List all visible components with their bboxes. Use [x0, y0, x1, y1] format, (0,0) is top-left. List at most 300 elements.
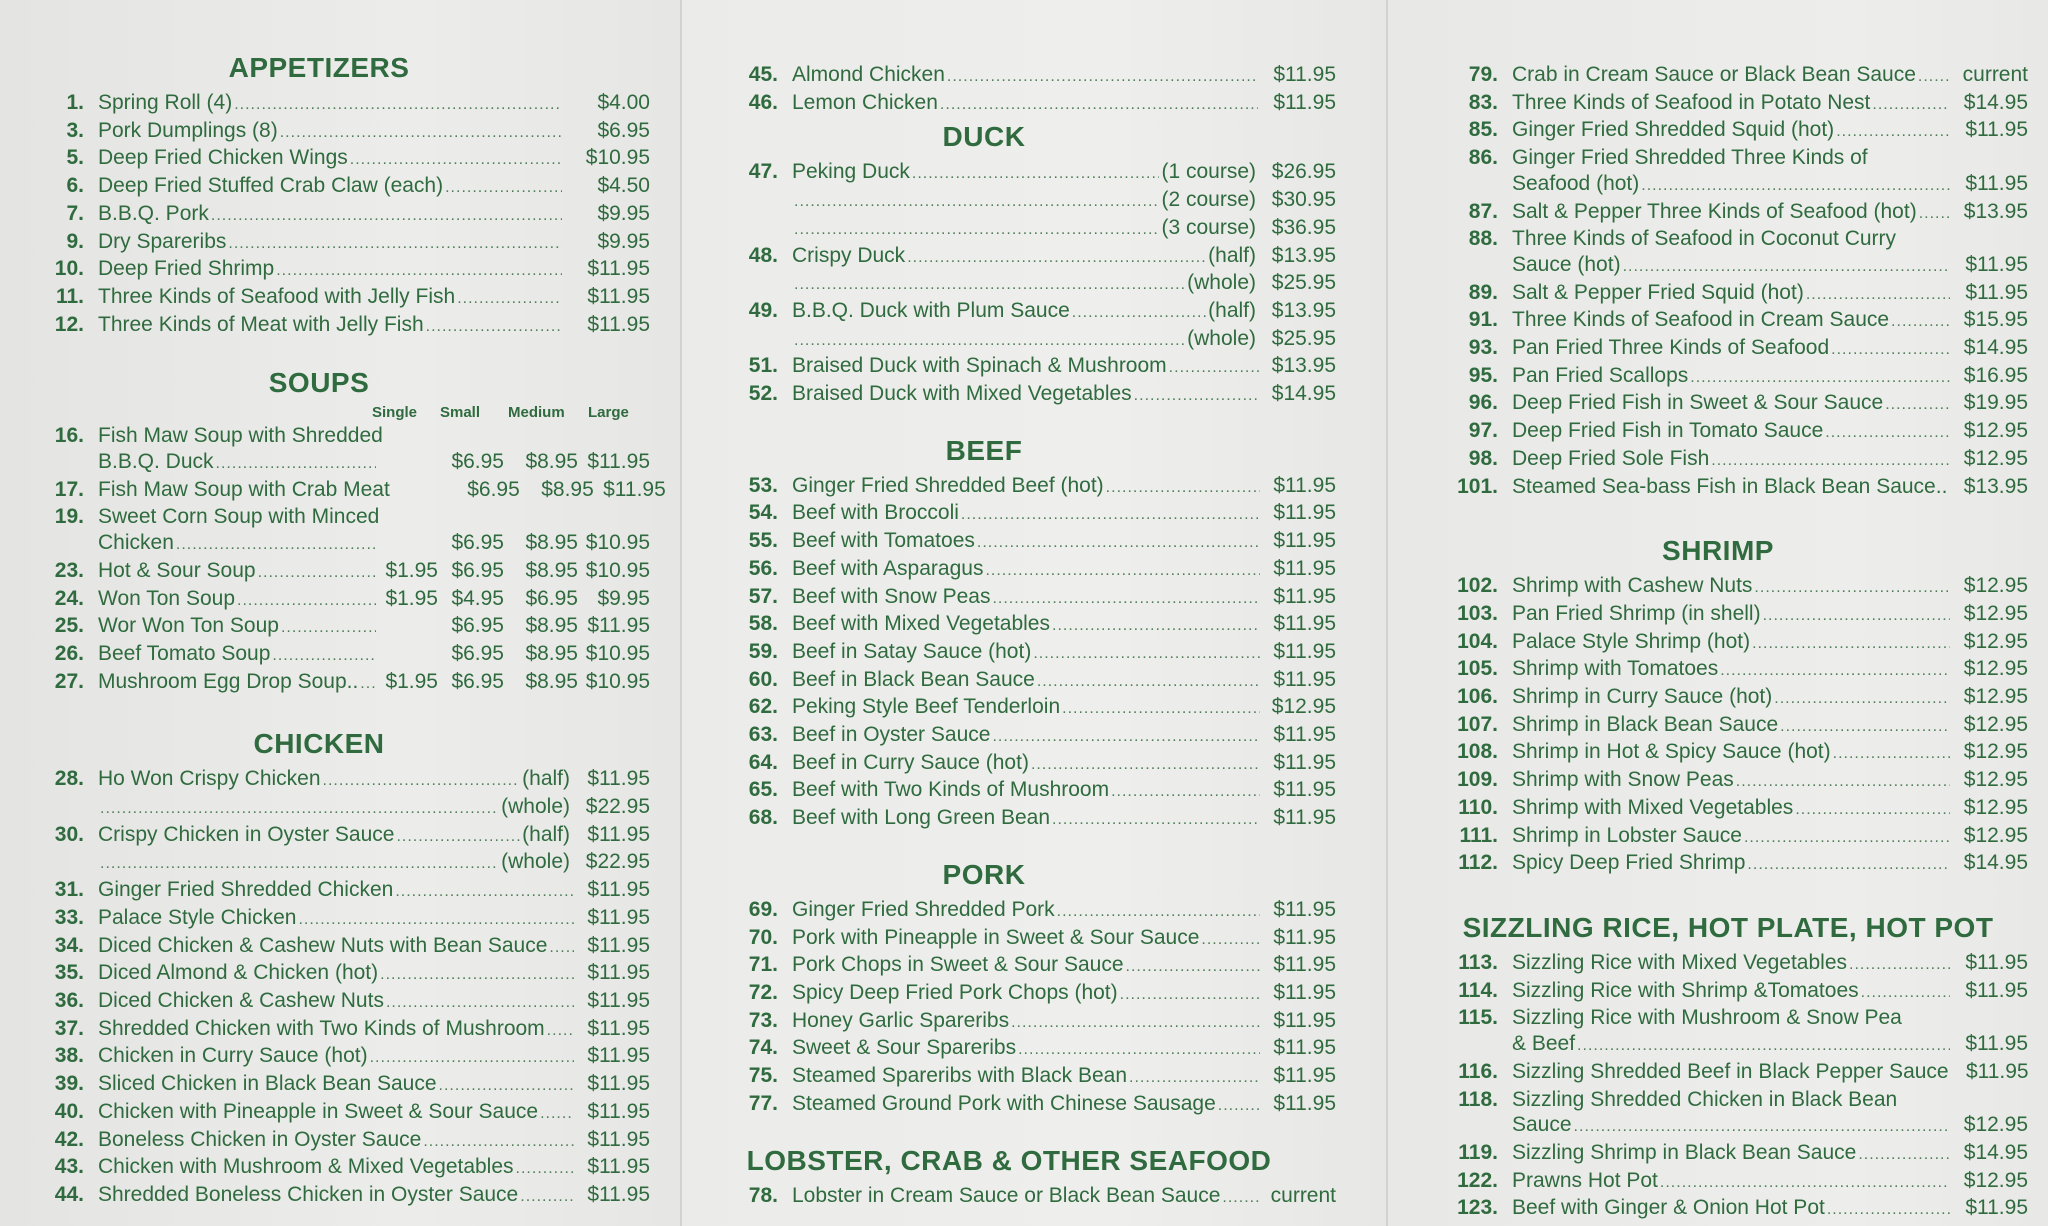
- leader-dots: [1754, 575, 1950, 601]
- leader-dots: [1747, 852, 1950, 878]
- leader-dots: [1836, 119, 1950, 145]
- item-number: 53.: [748, 473, 778, 497]
- item-price: $14.95: [1963, 1140, 2028, 1164]
- item-name: Diced Chicken & Cashew Nuts: [98, 988, 384, 1012]
- item-price: $11.95: [587, 1099, 650, 1123]
- item-number: 45.: [748, 63, 778, 86]
- price-medium: $8.95: [525, 531, 578, 555]
- item-price: $11.95: [1273, 953, 1336, 977]
- item-name: Crab in Cream Sauce or Black Bean Sauce: [1512, 63, 1916, 86]
- section-heading: SOUPS: [268, 367, 370, 399]
- price-large: $10.95: [585, 531, 650, 555]
- item-price: $11.95: [1273, 667, 1336, 691]
- section-sizzling: [1428, 912, 2028, 1223]
- item-number: 101.: [1457, 474, 1498, 498]
- leader-dots: [1052, 807, 1260, 833]
- item-name: Three Kinds of Seafood with Jelly Fish: [98, 284, 456, 308]
- item-name: Peking Style Beef Tenderloin: [792, 695, 1061, 719]
- item-number: 119.: [1458, 1140, 1498, 1164]
- item-portion: (half): [522, 822, 570, 846]
- item-number: 46.: [748, 90, 778, 114]
- leader-dots: [1660, 1170, 1950, 1196]
- soup-col-small: Small: [440, 404, 481, 422]
- leader-dots: [1919, 201, 1950, 227]
- item-number: 43.: [54, 1155, 84, 1179]
- menu-item: [722, 667, 1336, 695]
- item-number: 12.: [54, 312, 84, 336]
- section-beef: [722, 435, 1336, 833]
- item-price: $10.95: [585, 146, 650, 170]
- soup-size-header: [28, 403, 650, 423]
- item-price: $11.95: [587, 988, 650, 1012]
- item-price: $11.95: [1273, 556, 1336, 580]
- item-number: 87.: [1468, 199, 1498, 223]
- leader-dots: [1833, 741, 1950, 767]
- menu-item: [28, 90, 650, 118]
- item-name: Pork Chops in Sweet & Sour Sauce: [792, 953, 1124, 977]
- menu-item: [28, 449, 650, 477]
- menu-item: [28, 766, 650, 794]
- item-number: 6.: [66, 174, 84, 198]
- menu-item: [28, 586, 650, 614]
- menu-item: [28, 1016, 650, 1044]
- item-portion: (whole): [501, 795, 570, 819]
- leader-dots: [1033, 641, 1260, 667]
- item-number: 123.: [1457, 1196, 1498, 1220]
- menu-item: [28, 201, 650, 229]
- section-heading: SHRIMP: [1662, 535, 1774, 567]
- item-number: 86.: [1468, 146, 1498, 170]
- item-number: 63.: [748, 723, 778, 747]
- section-heading: BEEF: [945, 434, 1023, 466]
- item-name: Beef with Broccoli: [792, 501, 959, 525]
- item-portion: (half): [1208, 243, 1256, 267]
- section-appetizers: [28, 52, 650, 339]
- price-large: $11.95: [603, 477, 666, 501]
- menu-item: [28, 256, 650, 284]
- item-name: Deep Fried Stuffed Crab Claw (each): [98, 174, 444, 198]
- item-price: $12.95: [1963, 768, 2028, 792]
- item-price: $12.95: [1963, 419, 2028, 443]
- item-price: $15.95: [1963, 308, 2028, 332]
- item-number: 37.: [54, 1016, 84, 1040]
- leader-dots: [1062, 696, 1260, 722]
- item-name: Chicken: [98, 531, 174, 555]
- item-price: $12.95: [1963, 740, 2028, 764]
- leader-dots: [1574, 1114, 1950, 1140]
- shrimp-list: [1428, 573, 2028, 878]
- leader-dots: [228, 231, 562, 257]
- item-price: $13.95: [1271, 243, 1336, 267]
- item-price: $11.95: [1273, 1036, 1336, 1060]
- leader-dots: [1891, 309, 1950, 335]
- item-price: $25.95: [1271, 271, 1336, 295]
- menu-item: [28, 1071, 650, 1099]
- item-name: Crispy Duck: [792, 243, 906, 267]
- menu-item: [28, 1099, 650, 1127]
- menu-item-line: [1428, 226, 2028, 252]
- item-price: $11.95: [1273, 1091, 1336, 1115]
- item-name: Beef in Black Bean Sauce: [792, 667, 1035, 691]
- item-number: 98.: [1468, 446, 1498, 470]
- item-number: 104.: [1457, 629, 1498, 653]
- item-price: $4.50: [597, 174, 650, 198]
- leader-dots: [272, 643, 376, 669]
- menu-item: [28, 641, 650, 669]
- item-number: 65.: [748, 778, 778, 802]
- item-name: Three Kinds of Seafood in Potato Nest: [1512, 90, 1871, 114]
- item-price: $11.95: [587, 1155, 650, 1179]
- item-number: 73.: [748, 1008, 778, 1032]
- item-name: Diced Almond & Chicken (hot): [98, 961, 379, 985]
- menu-item: [28, 1043, 650, 1071]
- item-name: Ginger Fried Shredded Pork: [792, 897, 1055, 921]
- menu-item: [1428, 739, 2028, 767]
- item-price: $14.95: [1963, 851, 2028, 875]
- menu-item-line: [1428, 1005, 2028, 1031]
- price-medium: $8.95: [525, 669, 578, 693]
- item-name: Shrimp in Black Bean Sauce: [1512, 712, 1779, 736]
- leader-dots: [216, 451, 376, 477]
- item-price: $26.95: [1271, 160, 1336, 184]
- item-portion: (whole): [1187, 326, 1256, 350]
- item-name: Sizzling Rice with Shrimp &Tomatoes: [1512, 978, 1859, 1002]
- leader-dots: [237, 588, 376, 614]
- leader-dots: [1641, 173, 1950, 199]
- item-price: $11.95: [587, 257, 650, 281]
- item-number: 89.: [1468, 280, 1498, 304]
- menu-panel-left: [0, 0, 680, 1226]
- menu-item: [722, 1008, 1336, 1036]
- leader-dots: [1690, 365, 1950, 391]
- item-number: 70.: [748, 925, 778, 949]
- menu-item: [722, 639, 1336, 667]
- leader-dots: [985, 558, 1260, 584]
- item-price: $25.95: [1271, 326, 1336, 350]
- item-price: $11.95: [1965, 950, 2028, 974]
- leader-dots: [947, 64, 1258, 90]
- item-number: 49.: [748, 298, 778, 322]
- price-single: $1.95: [385, 669, 438, 693]
- item-name: & Beef: [1512, 1032, 1576, 1056]
- item-price: $13.95: [1271, 298, 1336, 322]
- menu-item: [28, 284, 650, 312]
- menu-item-line: [1428, 1087, 2028, 1113]
- item-portion: (half): [522, 767, 570, 791]
- leader-dots: [380, 962, 574, 988]
- leader-dots: [1744, 825, 1950, 851]
- menu-item: [722, 215, 1336, 243]
- menu-item: [28, 933, 650, 961]
- item-name: Braised Duck with Mixed Vegetables: [792, 382, 1132, 406]
- item-name: B.B.Q. Duck with Plum Sauce: [792, 298, 1070, 322]
- menu-item: [722, 980, 1336, 1008]
- leader-dots: [1031, 752, 1260, 778]
- item-name: Shrimp with Snow Peas: [1512, 768, 1734, 792]
- menu-item: [722, 952, 1336, 980]
- item-price: $11.95: [587, 312, 650, 336]
- section-chicken: [28, 728, 650, 1209]
- leader-dots: [794, 217, 1159, 243]
- item-name: Three Kinds of Seafood in Cream Sauce: [1512, 308, 1890, 332]
- item-name: Sizzling Shredded Beef in Black Pepper Sauce: [1512, 1059, 1949, 1083]
- menu-item: [722, 1063, 1336, 1091]
- item-name: Deep Fried Chicken Wings: [98, 146, 348, 170]
- item-name: Shredded Boneless Chicken in Oyster Sauce: [98, 1182, 519, 1206]
- menu-item: [1428, 601, 2028, 629]
- leader-dots: [1120, 982, 1260, 1008]
- item-name: Deep Fried Sole Fish: [1512, 446, 1710, 470]
- menu-item: [1428, 446, 2028, 474]
- item-number: 102.: [1457, 574, 1498, 598]
- item-name: Sweet & Sour Spareribs: [792, 1036, 1017, 1060]
- menu-item: [1428, 1112, 2028, 1140]
- menu-item: [28, 530, 650, 558]
- leader-dots: [1872, 92, 1950, 118]
- menu-item: [722, 611, 1336, 639]
- item-price: $12.95: [1963, 657, 2028, 681]
- soups-list: [28, 423, 666, 696]
- leader-dots: [1861, 980, 1950, 1006]
- leader-dots: [1037, 669, 1260, 695]
- menu-item: [1428, 978, 2028, 1006]
- leader-dots: [281, 615, 376, 641]
- item-name: Ho Won Crispy Chicken: [98, 767, 321, 791]
- price-small: $6.95: [467, 477, 520, 501]
- leader-dots: [1720, 658, 1950, 684]
- item-price: $11.95: [1273, 584, 1336, 608]
- menu-item: [1428, 252, 2028, 280]
- item-number: 106.: [1457, 685, 1498, 709]
- item-name: Steamed Spareribs with Black Bean: [792, 1064, 1128, 1088]
- leader-dots: [386, 990, 574, 1016]
- item-price: $11.95: [1273, 90, 1336, 114]
- item-price: $11.95: [1273, 639, 1336, 663]
- menu-item: [722, 326, 1336, 354]
- item-number: 35.: [54, 961, 84, 985]
- menu-item: [28, 822, 650, 850]
- leader-dots: [520, 1184, 574, 1210]
- menu-item: [28, 1182, 650, 1210]
- item-number: 57.: [748, 584, 778, 608]
- item-name: Beef with Snow Peas: [792, 584, 991, 608]
- item-number: 48.: [748, 243, 778, 267]
- menu-item: [1428, 795, 2028, 823]
- item-price: $4.00: [597, 91, 650, 114]
- leader-dots: [1577, 1033, 1950, 1059]
- item-price: $11.95: [587, 1182, 650, 1206]
- menu-item: [28, 905, 650, 933]
- soup-col-large: Large: [588, 404, 629, 422]
- menu-item: [1428, 1168, 2028, 1196]
- item-name-line1: Sizzling Rice with Mushroom & Snow Pea: [1512, 1006, 1902, 1030]
- item-name: Chicken with Mushroom & Mixed Vegetables: [98, 1155, 514, 1179]
- item-name: Beef with Ginger & Onion Hot Pot: [1512, 1196, 1825, 1220]
- menu-item: [722, 1035, 1336, 1063]
- leader-dots: [360, 671, 376, 697]
- leader-dots: [423, 1129, 574, 1155]
- leader-dots: [1011, 1010, 1260, 1036]
- leader-dots: [211, 203, 562, 229]
- menu-panel-middle: [680, 0, 1386, 1226]
- item-price: $30.95: [1271, 188, 1336, 212]
- item-price: $11.95: [1273, 750, 1336, 774]
- menu-item: [722, 805, 1336, 833]
- item-name: Lemon Chicken: [792, 90, 938, 114]
- leader-dots: [940, 92, 1258, 118]
- leader-dots: [1825, 420, 1950, 446]
- item-price: current: [1270, 1183, 1336, 1207]
- item-price: $12.95: [1963, 629, 2028, 653]
- item-number: 103.: [1457, 601, 1498, 625]
- leader-dots: [1169, 355, 1260, 381]
- item-number: 60.: [748, 667, 778, 691]
- item-number: 58.: [748, 612, 778, 636]
- item-number: 112.: [1458, 851, 1498, 875]
- price-small: $6.95: [451, 669, 504, 693]
- leader-dots: [961, 502, 1260, 528]
- item-number: 24.: [54, 586, 84, 610]
- item-price: $14.95: [1271, 382, 1336, 406]
- item-price: $11.95: [1273, 778, 1336, 802]
- menu-panel-right: [1386, 0, 2048, 1226]
- item-price: $12.95: [1963, 823, 2028, 847]
- item-name: Mushroom Egg Drop Soup..: [98, 669, 359, 693]
- item-number: 39.: [54, 1072, 84, 1096]
- leader-dots: [457, 286, 562, 312]
- menu-item: [1428, 850, 2028, 878]
- menu-item: [1428, 573, 2028, 601]
- menu-item: [28, 669, 650, 697]
- item-name: B.B.Q. Pork: [98, 201, 209, 225]
- item-number: 107.: [1457, 712, 1498, 736]
- lobster-list: [722, 1183, 1336, 1211]
- section-duck: [722, 121, 1336, 408]
- item-price: $16.95: [1963, 363, 2028, 387]
- item-number: 68.: [748, 806, 778, 830]
- item-name: Three Kinds of Meat with Jelly Fish: [98, 312, 424, 336]
- menu-item: [28, 1127, 650, 1155]
- leader-dots: [1201, 927, 1260, 953]
- leader-dots: [100, 796, 499, 822]
- menu-item: [1428, 418, 2028, 446]
- price-large: $11.95: [587, 614, 650, 638]
- item-price: $11.95: [1273, 1064, 1336, 1088]
- item-price: $11.95: [1273, 925, 1336, 949]
- item-portion: (half): [1208, 298, 1256, 322]
- leader-dots: [1018, 1037, 1260, 1063]
- soup-col-medium: Medium: [508, 404, 565, 422]
- menu-item: [722, 528, 1336, 556]
- item-name: Steamed Sea-bass Fish in Black Bean Sauce..: [1512, 474, 1948, 498]
- item-price: $11.95: [587, 1016, 650, 1040]
- item-name: Pan Fried Three Kinds of Seafood: [1512, 336, 1830, 360]
- item-number: 113.: [1458, 950, 1498, 974]
- leader-dots: [992, 586, 1260, 612]
- item-price: $11.95: [1965, 118, 2028, 142]
- leader-dots: [396, 824, 520, 850]
- item-name: Sizzling Shrimp in Black Bean Sauce: [1512, 1140, 1857, 1164]
- menu-item: [1428, 684, 2028, 712]
- item-price: $11.95: [587, 767, 650, 791]
- price-medium: $8.95: [525, 641, 578, 665]
- section-heading: CHICKEN: [253, 728, 385, 760]
- leader-dots: [1218, 1093, 1260, 1119]
- price-medium: $8.95: [525, 558, 578, 582]
- price-large: $11.95: [587, 450, 650, 474]
- menu-item-line: [28, 423, 650, 449]
- item-name: Peking Duck: [792, 160, 910, 184]
- item-name: Ginger Fried Shredded Squid (hot): [1512, 118, 1835, 142]
- item-number: 17.: [54, 477, 84, 501]
- menu-item: [28, 877, 650, 905]
- item-name: Pan Fried Shrimp (in shell): [1512, 601, 1761, 625]
- item-number: 59.: [748, 639, 778, 663]
- item-number: 55.: [748, 529, 778, 553]
- item-name: Lobster in Cream Sauce or Black Bean Sauce: [792, 1183, 1221, 1207]
- leader-dots: [426, 314, 562, 340]
- menu-item: [1428, 656, 2028, 684]
- item-number: 36.: [54, 988, 84, 1012]
- item-name: Chicken with Pineapple in Sweet & Sour Sauce: [98, 1099, 539, 1123]
- item-name: Almond Chicken: [792, 63, 945, 86]
- item-price: $11.95: [587, 1044, 650, 1068]
- item-number: 52.: [748, 382, 778, 406]
- item-name: Shrimp with Cashew Nuts: [1512, 574, 1753, 598]
- item-price: $11.95: [1273, 980, 1336, 1004]
- item-number: 93.: [1468, 336, 1498, 360]
- menu-item: [1428, 335, 2028, 363]
- leader-dots: [1222, 1185, 1260, 1211]
- menu-item: [722, 722, 1336, 750]
- item-number: 105.: [1457, 657, 1498, 681]
- leader-dots: [1111, 779, 1260, 805]
- item-number: 3.: [66, 118, 84, 142]
- leader-dots: [276, 258, 562, 284]
- item-name: Sliced Chicken in Black Bean Sauce: [98, 1072, 437, 1096]
- item-number: 7.: [66, 201, 84, 225]
- leader-dots: [1106, 475, 1260, 501]
- item-number: 10.: [54, 257, 84, 281]
- item-number: 51.: [748, 354, 778, 378]
- menu-item: [1428, 280, 2028, 308]
- menu-item: [722, 159, 1336, 187]
- item-name: Sauce (hot): [1512, 252, 1621, 276]
- section-pork: [722, 859, 1336, 1119]
- item-number: 30.: [54, 822, 84, 846]
- item-name: Deep Fried Shrimp: [98, 257, 275, 281]
- menu-item: [28, 477, 666, 505]
- item-price: $6.95: [597, 118, 650, 142]
- item-number: 79.: [1468, 63, 1498, 86]
- item-price: $22.95: [585, 795, 650, 819]
- menu-item: [28, 988, 650, 1016]
- item-price: $13.95: [1963, 199, 2028, 223]
- menu-item: [722, 750, 1336, 778]
- item-price: $22.95: [585, 850, 650, 874]
- item-price: $9.95: [597, 229, 650, 253]
- menu-item: [1428, 307, 2028, 335]
- price-large: $10.95: [585, 669, 650, 693]
- item-number: 69.: [748, 897, 778, 921]
- leader-dots: [549, 935, 574, 961]
- menu-item: [1428, 474, 2028, 502]
- menu-item: [1428, 171, 2028, 199]
- item-name: Sizzling Rice with Mixed Vegetables: [1512, 950, 1847, 974]
- menu-item: [722, 556, 1336, 584]
- leader-dots: [1885, 392, 1950, 418]
- item-number: 5.: [66, 146, 84, 170]
